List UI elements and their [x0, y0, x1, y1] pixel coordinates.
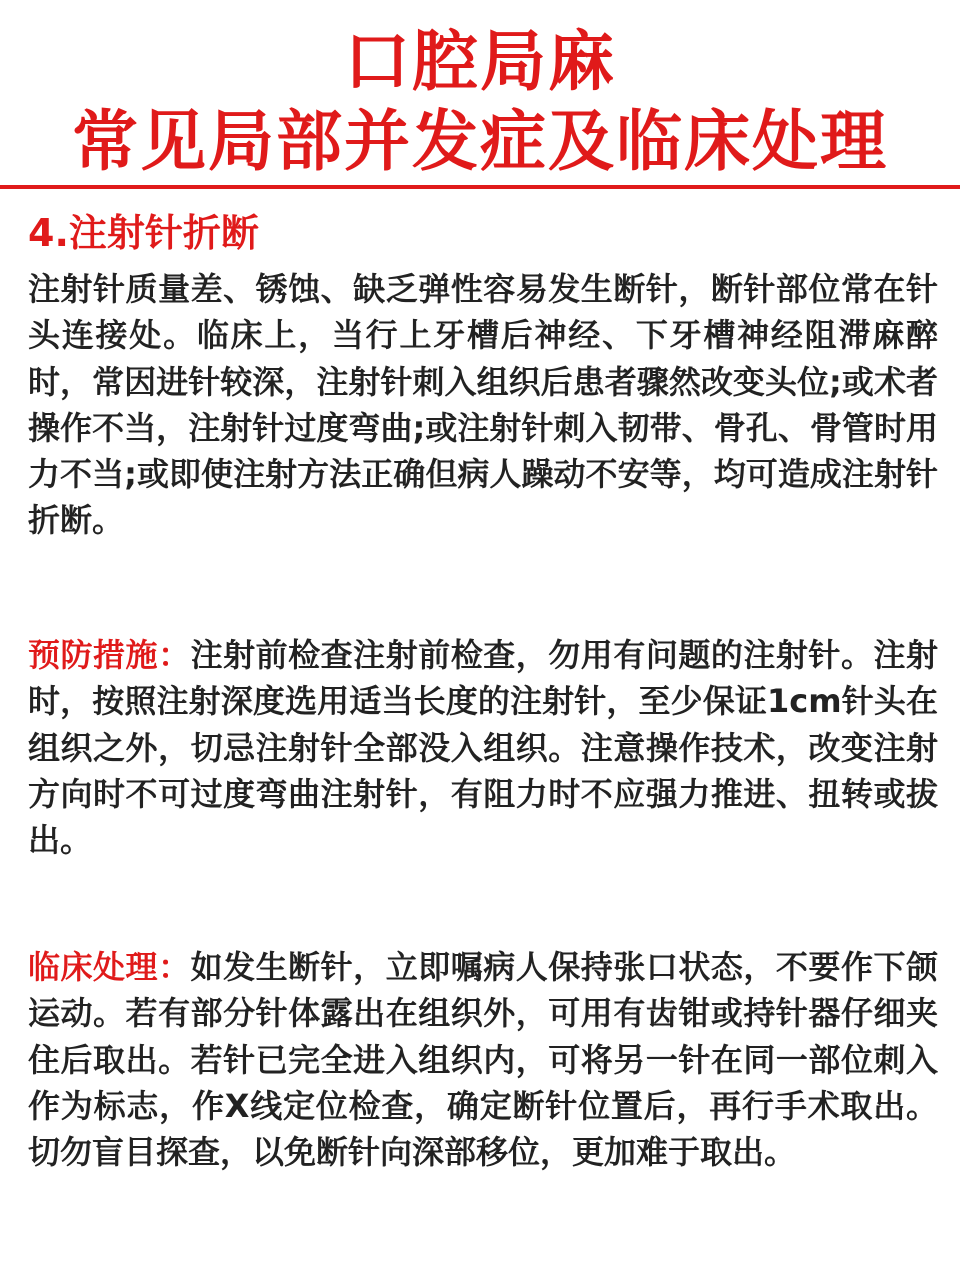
treatment-text: 如发生断针，立即嘱病人保持张口状态，不要作下颌运动。若有部分针体露出在组织外，可用有齿钳或持针器仔细夹住后取出。若针已完全进入组织内，可将另一针在同一部位刺入作为标志，作X线定位检查，确定断针位置后，再行手术取出。切勿盲目探查，以免断针向深部移位，更加难于取出。 — [28, 948, 938, 1172]
prevention-text: 注射前检查注射前检查，勿用有问题的注射针。注射时，按照注射深度选用适当长度的注射针，至少保证1cm针头在组织之外，切忌注射针全部没入组织。注意操作技术，改变注射方向时不可过度弯曲注射针，有阻力时不应强力推进、扭转或拔出。 — [28, 636, 938, 860]
prevention-paragraph — [28, 632, 938, 863]
section-heading: 4.注射针折断 — [28, 211, 259, 255]
title-divider — [0, 185, 960, 189]
prevention-label: 预防措施： — [28, 636, 191, 674]
treatment-paragraph — [28, 944, 938, 1175]
title-line-1: 口腔局麻 — [344, 23, 616, 100]
treatment-label: 临床处理： — [28, 948, 191, 986]
title-line-2: 常见局部并发症及临床处理 — [72, 103, 888, 180]
intro-paragraph: 注射针质量差、锈蚀、缺乏弹性容易发生断针，断针部位常在针头连接处。临床上，当行上牙槽后神经、下牙槽神经阻滞麻醉时，常因进针较深，注射针刺入组织后患者骤然改变头位;或术者操作不当，注射针过度弯曲;或注射针刺入韧带、骨孔、骨管时用力不当;或即使注射方法正确但病人躁动不安等，均可造成注射针折断。 — [28, 270, 938, 540]
page-title — [0, 22, 960, 182]
